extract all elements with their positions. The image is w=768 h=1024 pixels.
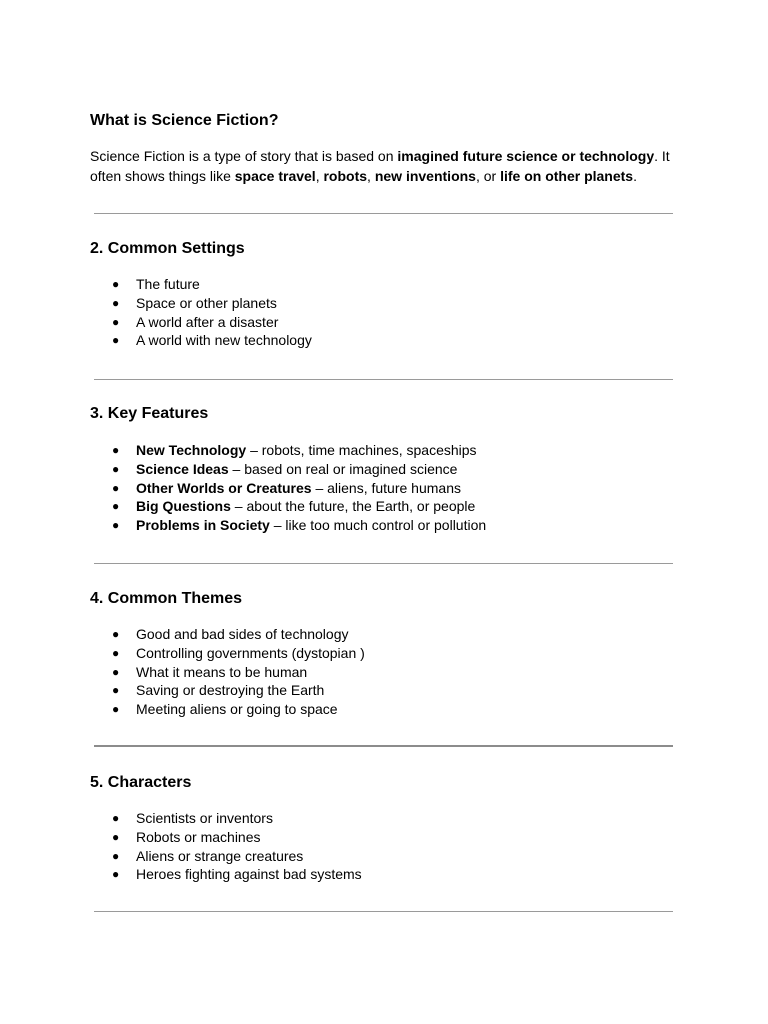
intro-bold: new inventions: [374, 168, 476, 184]
settings-list: [90, 275, 312, 350]
feature-desc: – like too much control or pollution: [269, 517, 487, 534]
characters-heading: 5. Characters: [90, 774, 192, 791]
list-item-text: Space or other planets: [136, 294, 277, 311]
list-item-text: The future: [136, 276, 200, 292]
list-item-text: Meeting aliens or going to space: [136, 701, 338, 718]
bullet-icon: ●: [112, 333, 120, 348]
bullet-icon: ●: [112, 277, 120, 291]
intro-text: ,: [315, 168, 324, 184]
feature-desc: – aliens, future humans: [311, 479, 461, 496]
list-item-text: Controlling governments (dystopian ): [136, 644, 365, 661]
list-item: [90, 479, 486, 498]
list-item: [90, 644, 365, 663]
feature-desc: – about the future, the Earth, or people: [230, 498, 476, 515]
list-item-text: Robots or machines: [136, 828, 261, 845]
intro-text: Science Fiction is a type of story that is based on: [90, 148, 398, 164]
bullet-icon: ●: [112, 848, 120, 863]
bullet-icon: ●: [112, 480, 120, 495]
section-divider: [94, 745, 673, 747]
list-item: [90, 663, 365, 682]
list-item: [90, 460, 486, 479]
bullet-icon: ●: [112, 499, 120, 514]
section-divider: [94, 911, 673, 912]
bullet-icon: ●: [112, 443, 120, 457]
feature-desc: – based on real or imagined science: [228, 460, 458, 477]
intro-heading: What is Science Fiction?: [90, 112, 279, 129]
bullet-icon: ●: [112, 867, 120, 882]
feature-desc: – robots, time machines, spaceships: [246, 442, 477, 458]
list-item-text: A world with new technology: [136, 332, 312, 349]
list-item: [90, 497, 486, 516]
section-divider: [94, 379, 673, 380]
themes-list: [90, 625, 365, 719]
intro-bold: life on other planets: [500, 168, 634, 184]
feature-term: Big Questions: [136, 498, 231, 515]
list-item: [90, 809, 362, 828]
feature-term: Other Worlds or Creatures: [136, 479, 312, 496]
list-item: [90, 865, 362, 884]
list-item: [90, 516, 486, 535]
list-item-text: Good and bad sides of technology: [136, 626, 349, 642]
settings-heading: 2. Common Settings: [90, 240, 245, 257]
characters-list: [90, 809, 362, 884]
bullet-icon: ●: [112, 811, 120, 825]
intro-text: .: [633, 168, 637, 184]
bullet-icon: ●: [112, 314, 120, 329]
bullet-icon: ●: [112, 295, 120, 310]
feature-term: New Technology: [136, 442, 247, 458]
bullet-icon: ●: [112, 829, 120, 844]
bullet-icon: ●: [112, 683, 120, 698]
list-item: [90, 441, 486, 460]
list-item-text: A world after a disaster: [136, 313, 279, 330]
list-item: [90, 847, 362, 866]
bullet-icon: ●: [112, 702, 120, 717]
list-item: [90, 828, 362, 847]
intro-text: ,: [367, 168, 375, 184]
list-item: [90, 331, 312, 350]
bullet-icon: ●: [112, 461, 120, 476]
intro-bold: robots: [323, 168, 368, 184]
section-divider: [94, 563, 673, 564]
bullet-icon: ●: [112, 664, 120, 679]
list-item: [90, 294, 312, 313]
list-item-text: What it means to be human: [136, 663, 308, 680]
intro-text: . It often shows things like: [90, 148, 670, 184]
section-divider: [94, 213, 673, 214]
intro-bold: space travel: [234, 168, 316, 184]
list-item: [90, 313, 312, 332]
list-item: [90, 275, 312, 294]
list-item-text: Scientists or inventors: [136, 810, 273, 826]
themes-heading: 4. Common Themes: [90, 590, 243, 607]
feature-term: Science Ideas: [136, 460, 229, 477]
intro-bold: imagined future science or technology: [397, 148, 655, 164]
list-item: [90, 625, 365, 644]
features-heading: 3. Key Features: [90, 405, 209, 422]
list-item-text: Aliens or strange creatures: [136, 847, 304, 864]
list-item-text: Heroes fighting against bad systems: [136, 866, 362, 883]
bullet-icon: ●: [112, 518, 120, 533]
bullet-icon: ●: [112, 645, 120, 660]
intro-text: , or: [475, 168, 501, 184]
features-list: [90, 441, 486, 535]
bullet-icon: ●: [112, 627, 120, 641]
feature-term: Problems in Society: [136, 517, 270, 534]
list-item: [90, 681, 365, 700]
list-item: [90, 700, 365, 719]
list-item-text: Saving or destroying the Earth: [136, 682, 325, 699]
intro-paragraph: [90, 146, 680, 186]
